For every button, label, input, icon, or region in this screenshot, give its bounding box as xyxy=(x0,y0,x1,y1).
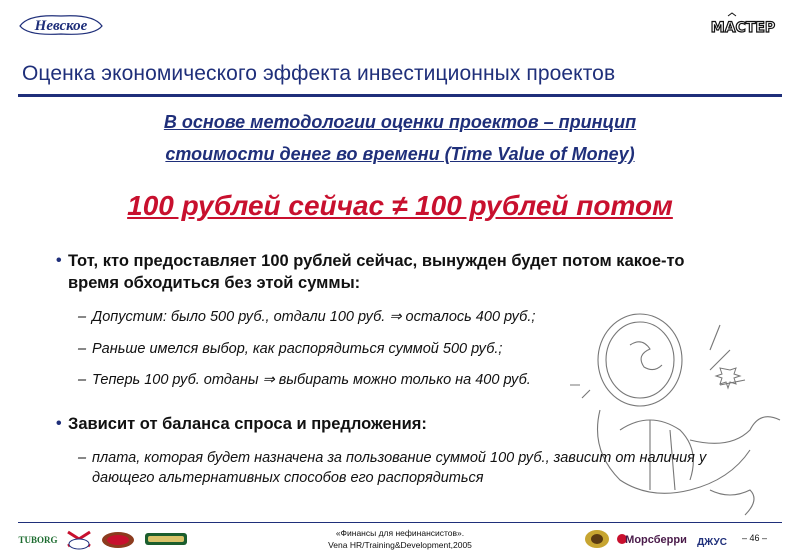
sub-item-4-text: плата, которая будет назначена за пользование суммой 100 руб., зависит от наличия у дающего альтернативных способов его распорядиться xyxy=(92,450,707,486)
nevskoe-logo-text: Невское xyxy=(34,18,88,34)
tuborg-logo xyxy=(18,528,58,550)
footer-line-1: «Финансы для нефинансистов». xyxy=(335,528,465,538)
juice-logo-small xyxy=(582,528,612,550)
subtitle-line-1: В основе методологии оценки проектов – принцип xyxy=(163,112,637,132)
nevskoe-logo xyxy=(18,10,104,38)
beer-logo-green xyxy=(144,528,188,550)
dash-marker: – xyxy=(78,372,87,388)
sub-item-3-text: Теперь 100 руб. отданы ⇒ выбирать можно только на 400 руб. xyxy=(92,372,531,388)
sub-item-2-text: Раньше имелся выбор, как распорядиться суммой 500 руб.; xyxy=(92,341,503,357)
tuborg-logo-text: TUBORG xyxy=(18,535,58,545)
dash-marker: – xyxy=(78,450,87,466)
footer-credits xyxy=(280,527,520,551)
slide-title: Оценка экономического эффекта инвестиционных проектов xyxy=(22,62,616,85)
bullet-2 xyxy=(56,413,696,435)
sub-item-4 xyxy=(78,448,718,488)
master-logo xyxy=(708,10,778,40)
juice-logo xyxy=(696,528,728,550)
dash-marker: – xyxy=(78,309,87,325)
morsberry-logo-text: Морсберри xyxy=(625,534,687,546)
bullet-2-text: Зависит от баланса спроса и предложения: xyxy=(68,415,427,433)
subtitle-line-2: стоимости денег во времени (Time Value of Money) xyxy=(165,144,635,164)
master-logo-text: МАСТЕР xyxy=(710,20,776,36)
footer-line-2: Vena HR/Training&Development,2005 xyxy=(328,540,472,550)
morsberry-logo xyxy=(614,528,692,550)
page-number: – 46 – xyxy=(742,533,768,543)
beer-logo-brown xyxy=(100,528,136,550)
dash-marker: – xyxy=(78,341,87,357)
title-underline xyxy=(18,94,782,97)
sub-item-3 xyxy=(78,370,718,390)
juice-logo-text: ДЖУС xyxy=(697,537,727,548)
footer-rule xyxy=(18,522,782,523)
sub-item-1 xyxy=(78,307,718,327)
beer-logo-red xyxy=(64,528,94,550)
bullet-1 xyxy=(56,250,696,294)
bullet-1-text: Тот, кто предоставляет 100 рублей сейчас, вынужден будет потом какое-то время обходиться без этой суммы: xyxy=(68,252,685,292)
sub-item-1-text: Допустим: было 500 руб., отдали 100 руб. ⇒ осталось 400 руб.; xyxy=(92,309,536,325)
headline: 100 рублей сейчас ≠ 100 рублей потом xyxy=(127,190,673,221)
sub-item-2 xyxy=(78,339,718,359)
bullet-dot: • xyxy=(56,415,62,432)
bullet-dot: • xyxy=(56,252,62,269)
